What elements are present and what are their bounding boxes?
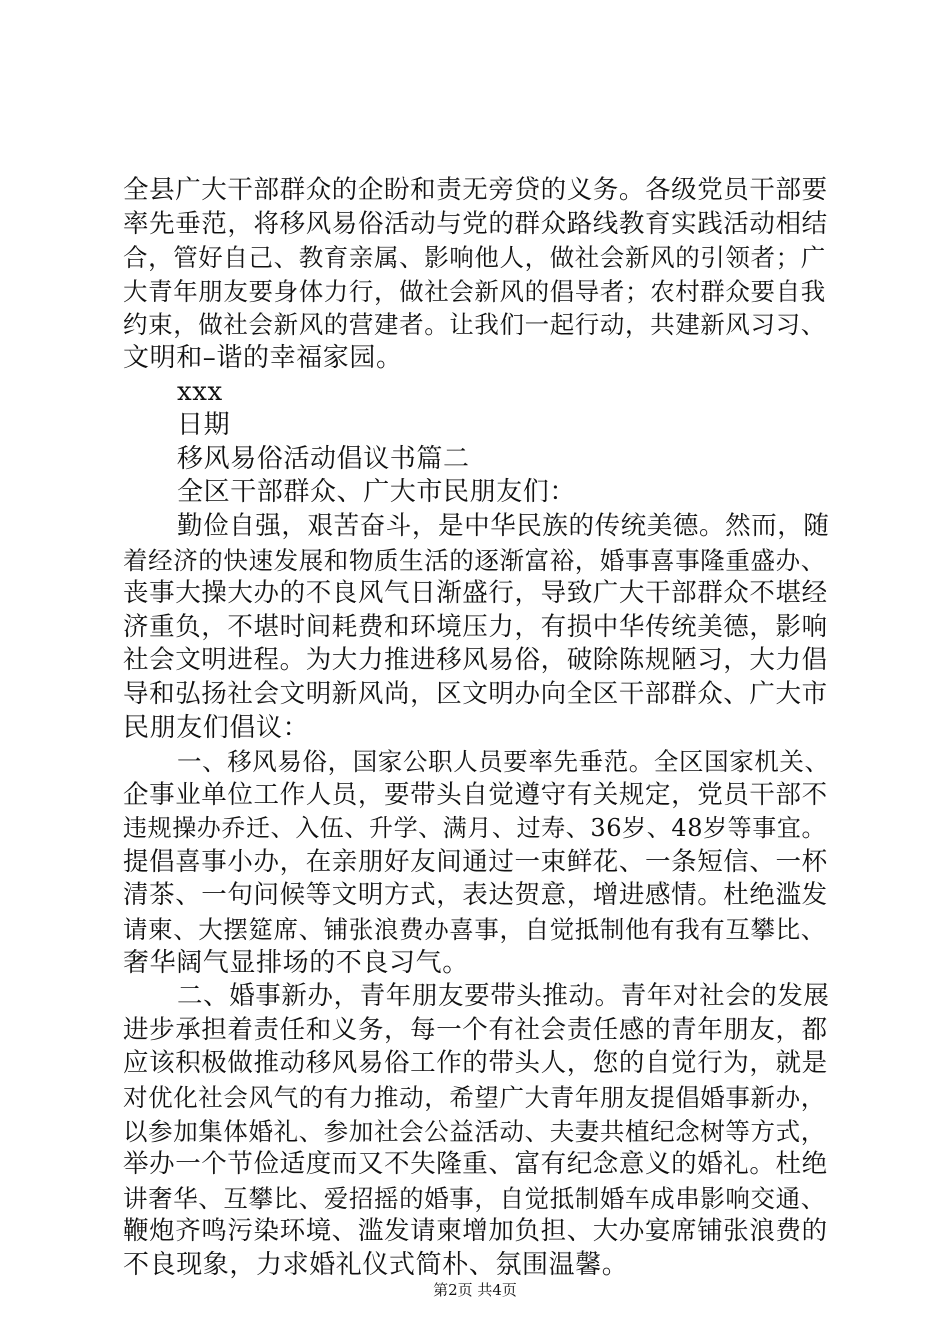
text-line: 奢华阔气显排场的不良习气。 [123,947,469,978]
text-line: 违规操办乔迁、入伍、升学、满月、过寿、36岁、48岁等事宜。 [123,814,827,843]
text-line: 约束，做社会新风的营建者。让我们一起行动，共建新风习习、 [123,310,826,340]
text-line: 二、婚事新办，青年朋友要带头推动。青年对社会的发展 [177,981,830,1012]
text-line: 导和弘扬社会文明新风尚，区文明办向全区干部群众、广大市 [123,678,828,709]
text-line: 移风易俗活动倡议书篇二 [177,443,470,474]
text-line: 举办一个节俭适度而又不失隆重、富有纪念意义的婚礼。杜绝 [123,1149,828,1180]
page-footer: 第2页 共4页 [433,1281,517,1299]
text-line: 对优化社会风气的有力推动，希望广大青年朋友提倡婚事新办， [123,1083,826,1113]
text-line: 提倡喜事小办，在亲朋好友间通过一束鲜花、一条短信、一杯 [123,846,828,877]
text-line: 大青年朋友要身体力行，做社会新风的倡导者；农村群众要自我 [123,276,826,306]
text-line: 民朋友们倡议： [123,712,310,743]
text-line: 全区干部群众、广大市民朋友们： [177,477,577,508]
text-line: 应该积极做推动移风易俗工作的带头人，您的自觉行为，就是 [123,1048,828,1079]
text-line: 文明和–谐的幸福家园。 [123,342,403,373]
text-line: 进步承担着责任和义务，每一个有社会责任感的青年朋友，都 [123,1014,828,1045]
text-line: 全县广大干部群众的企盼和责无旁贷的义务。各级党员干部要 [123,175,828,205]
text-line: 社会文明进程。为大力推进移风易俗，破除陈规陋习，大力倡 [123,645,828,676]
text-line: 讲奢华、互攀比、爱招摇的婚事，自觉抵制婚车成串影响交通、 [123,1183,826,1213]
text-line: 丧事大操大办的不良风气日渐盛行，导致广大干部群众不堪经 [123,578,828,609]
text-line: 企事业单位工作人员，要带头自觉遵守有关规定，党员干部不 [123,779,828,810]
text-line: 着经济的快速发展和物质生活的逐渐富裕，婚事喜事隆重盛办、 [123,545,826,575]
text-line: 不良现象，力求婚礼仪式简朴、氛围温馨。 [123,1250,629,1280]
text-line: 济重负，不堪时间耗费和环境压力，有损中华传统美德，影响 [123,611,828,642]
text-line: 合，管好自己、教育亲属、影响他人，做社会新风的引领者；广 [123,243,826,273]
text-line: 一、移风易俗，国家公职人员要率先垂范。全区国家机关、 [177,747,830,777]
text-line: xxx [177,376,223,407]
text-line: 勤俭自强，艰苦奋斗，是中华民族的传统美德。然而，随 [177,510,830,541]
text-line: 清茶、一句问候等文明方式，表达贺意，增进感情。杜绝滥发 [123,880,828,911]
text-line: 请柬、大摆筵席、铺张浪费办喜事，自觉抵制他有我有互攀比、 [123,915,826,945]
text-line: 率先垂范，将移风易俗活动与党的群众路线教育实践活动相结 [123,208,828,239]
document-body [123,174,833,1283]
text-line: 鞭炮齐鸣污染环境、滥发请柬增加负担、大办宴席铺张浪费的 [123,1216,828,1247]
text-line: 日期 [177,410,231,441]
text-line: 以参加集体婚礼、参加社会公益活动、夫妻共植纪念树等方式， [123,1116,826,1146]
